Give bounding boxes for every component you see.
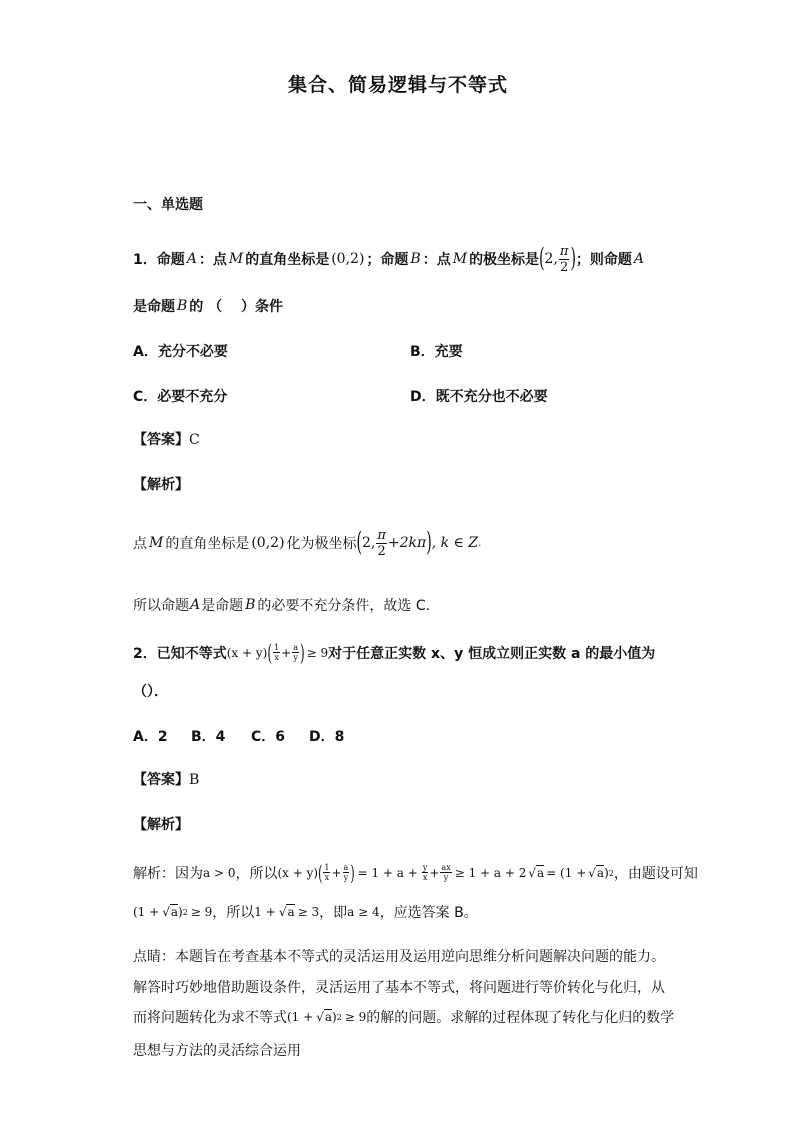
right-paren: ) <box>299 639 305 667</box>
denominator: y <box>443 873 449 882</box>
var-a: A <box>633 251 645 267</box>
q2-option-b[interactable]: B．4 <box>191 729 226 745</box>
equation-part: ≥ 9 <box>344 1010 367 1024</box>
equation-part: ≥ 1 + a + 2 <box>454 866 527 880</box>
q2-text: ，所以 <box>212 905 255 921</box>
q1-text: 点 <box>133 536 147 552</box>
equation-part: ≥ 9 <box>190 905 213 919</box>
fraction-1-over-x <box>273 644 280 662</box>
exponent: 2 <box>182 907 188 917</box>
q2-option-c[interactable]: C．6 <box>251 729 286 745</box>
q1-option-b[interactable]: B．充要 <box>410 344 463 360</box>
q2-text: ，应选答案 B。 <box>379 905 478 921</box>
equation-part: ≥ 3 <box>297 905 320 919</box>
q2-option-d[interactable]: D．8 <box>309 729 345 745</box>
radicand: a <box>287 905 295 919</box>
numerator: a <box>293 643 298 652</box>
q1-stem-line2 <box>133 296 283 316</box>
q2-text: 的解的问题。求解的过程体现了转化与化归的数学 <box>366 1010 675 1026</box>
denominator: 2 <box>560 259 569 275</box>
equation-part: 1 + <box>254 905 276 919</box>
var-b: B <box>177 298 188 314</box>
sqrt-a: √a <box>316 1010 332 1024</box>
q1-text: 的 （ ）条件 <box>189 299 284 315</box>
q2-text: ，所以 <box>235 866 278 882</box>
q1-option-c[interactable]: C．必要不充分 <box>133 389 228 405</box>
equation-part: = 1 + a + <box>357 866 418 880</box>
q1-analysis-label: 【解析】 <box>133 477 189 493</box>
q2-text: ，由题设可知 <box>613 866 698 882</box>
polar-r: 2, <box>362 535 376 551</box>
coordinate: (0,2) <box>251 535 285 551</box>
answer-value: B <box>189 772 200 788</box>
var-b: B <box>245 597 256 613</box>
q1-text: 的直角坐标是 <box>245 252 330 268</box>
q1-text: ：点 <box>198 252 227 268</box>
right-paren: ) <box>426 527 432 559</box>
sqrt-a: √a <box>588 866 605 880</box>
q2-note-line1: 点睛：本题旨在考查基本不等式的灵活运用及运用逆向思维分析问题解决问题的能力。 <box>133 949 665 965</box>
q2-analysis-label: 【解析】 <box>133 817 189 833</box>
equation-part: = (1 + <box>546 866 587 880</box>
answer-value: C <box>189 432 200 448</box>
page-title: 集合、简易逻辑与不等式 <box>288 74 509 96</box>
fraction-pi-over-2 <box>559 245 570 274</box>
denominator: y <box>293 653 298 662</box>
q1-option-d[interactable]: D．既不充分也不必要 <box>410 389 548 405</box>
section-heading: 一、单选题 <box>133 197 203 213</box>
q2-text: 解析：因为 <box>133 866 203 882</box>
q1-option-a[interactable]: A．充分不必要 <box>133 344 228 360</box>
fraction-1-over-x <box>323 864 330 882</box>
condition: a > 0 <box>203 866 236 880</box>
fraction-ax-over-y <box>440 864 451 882</box>
q2-stem-line1 <box>133 638 655 668</box>
q1-stem-line1 <box>133 242 646 276</box>
numerator: ax <box>441 863 451 872</box>
q1-text: 化为极坐标 <box>286 536 357 552</box>
q2-text: 而将问题转化为求不等式 <box>133 1010 287 1026</box>
fraction-a-over-y <box>343 864 350 882</box>
q1-number: 1． <box>133 252 157 268</box>
equation-part: (1 + <box>287 1010 314 1024</box>
answer-label: 【答案】 <box>133 432 189 448</box>
q2-text: 已知不等式 <box>156 646 227 662</box>
plus-sign: + <box>331 866 342 880</box>
plus-sign: + <box>281 646 292 660</box>
inequality: ≥ 9 <box>306 646 329 660</box>
q2-options <box>133 726 344 746</box>
var-b: B <box>410 251 421 267</box>
expr-xy: (x + y) <box>277 866 319 880</box>
exponent: 2 <box>336 1012 342 1022</box>
var-a: A <box>190 597 201 613</box>
q1-text: ：点 <box>422 252 451 268</box>
q1-text: ；则命题 <box>575 252 632 268</box>
denominator: x <box>422 873 428 882</box>
numerator: 1 <box>324 863 330 872</box>
q1-text: ；命题 <box>366 252 409 268</box>
q1-text: 的极坐标是 <box>469 252 540 268</box>
q2-number: 2． <box>133 646 157 662</box>
q2-note-line2: 解答时巧妙地借助题设条件，灵活运用了基本不等式，将问题进行等价转化与化归，从 <box>133 980 665 996</box>
q1-explanation-line2 <box>133 595 430 615</box>
q1-text: 所以命题 <box>133 598 189 614</box>
fraction-y-over-x <box>422 864 429 882</box>
q1-text: 是命题 <box>133 299 175 315</box>
q1-text: 的直角坐标是 <box>165 536 250 552</box>
fraction-pi-over-2 <box>376 529 387 558</box>
exponent: 2 <box>608 868 614 878</box>
q1-text: . <box>478 537 482 549</box>
numerator: π <box>559 243 569 259</box>
equation-part: ) <box>178 905 183 919</box>
numerator: 1 <box>274 643 280 652</box>
q1-explanation-line1 <box>133 526 481 560</box>
q1-text: 是命题 <box>201 598 244 614</box>
expr-xy: (x + y) <box>226 646 268 660</box>
numerator: y <box>422 863 428 872</box>
plus-sign: + <box>429 866 440 880</box>
var-m: M <box>228 251 244 267</box>
q2-answer <box>133 769 199 789</box>
q2-option-a[interactable]: A．2 <box>133 729 168 745</box>
right-paren: ) <box>350 860 355 886</box>
left-paren: ( <box>539 243 545 275</box>
radicand: a <box>596 866 605 880</box>
q2-solution-line2 <box>133 901 478 923</box>
var-m: M <box>452 251 468 267</box>
numerator: a <box>343 863 349 872</box>
radicand: a <box>170 905 178 919</box>
sqrt-a: √a <box>162 905 178 919</box>
fraction-a-over-y <box>292 644 299 662</box>
denominator: y <box>343 873 349 882</box>
q1-answer <box>133 429 200 449</box>
q2-note-line3 <box>133 1006 674 1028</box>
answer-label: 【答案】 <box>133 772 189 788</box>
denominator: x <box>324 873 330 882</box>
denominator: x <box>274 653 279 662</box>
right-paren: ) <box>570 243 576 275</box>
sqrt-a: √a <box>528 866 545 880</box>
var-m: M <box>149 535 164 551</box>
equation-part: ) <box>332 1010 337 1024</box>
q2-note-line4: 思想与方法的灵活综合运用 <box>133 1043 301 1059</box>
equation-part: a ≥ 4 <box>347 905 380 919</box>
sqrt-a: √a <box>278 905 295 919</box>
radicand: a <box>537 866 545 880</box>
q1-text: 的必要不充分条件，故选 C. <box>257 598 431 614</box>
polar-angle-tail: +2kπ <box>387 535 427 551</box>
q1-text: 命题 <box>156 252 185 268</box>
denominator: 2 <box>377 543 386 559</box>
equation-part: (1 + <box>133 905 160 919</box>
left-paren: ( <box>267 639 273 667</box>
left-paren: ( <box>356 527 363 559</box>
radicand: a <box>324 1010 332 1024</box>
k-in-z: , k ∈ Z <box>431 535 479 551</box>
equation-part: ) <box>604 866 609 880</box>
polar-r: 2, <box>544 251 558 267</box>
q2-text: ，即 <box>319 905 348 921</box>
coordinate: (0,2) <box>331 251 365 267</box>
q2-stem-line2: （）． <box>133 684 168 700</box>
left-paren: ( <box>318 860 323 886</box>
numerator: π <box>377 527 386 543</box>
q2-solution-line1 <box>133 858 698 888</box>
var-a: A <box>186 251 197 267</box>
q2-text: 对于任意正实数 x、y 恒成立则正实数 a 的最小值为 <box>328 646 656 662</box>
